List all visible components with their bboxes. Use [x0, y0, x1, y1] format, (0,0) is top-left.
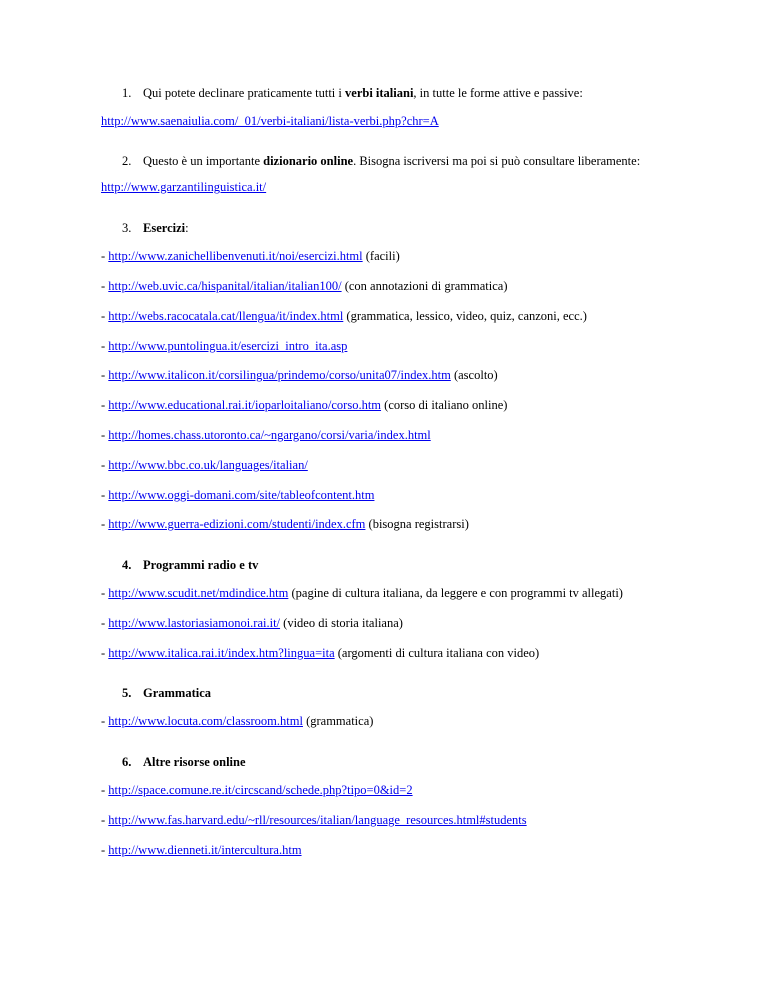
resource-link[interactable]: http://www.puntolingua.it/esercizi_intro_ita.asp: [108, 339, 348, 353]
resource-link[interactable]: http://www.italica.rai.it/index.htm?lingua=ita: [108, 646, 335, 660]
section-4-heading-text: Programmi radio e tv: [143, 558, 259, 572]
section-6-heading: [122, 754, 246, 770]
section-5-heading-text: Grammatica: [143, 686, 212, 700]
list-dash: -: [101, 616, 109, 630]
resource-link[interactable]: http://www.fas.harvard.edu/~rll/resources/italian/language_resources.html#students: [108, 813, 527, 827]
section-3-colon: :: [185, 221, 189, 235]
resource-link[interactable]: http://www.bbc.co.uk/languages/italian/: [108, 458, 308, 472]
list-item: [101, 427, 431, 443]
resource-link[interactable]: http://web.uvic.ca/hispanital/italian/italian100/: [108, 279, 342, 293]
section-3-number: 3.: [122, 221, 132, 235]
section-1-bold: verbi italiani: [345, 86, 414, 100]
link-note: (video di storia italiana): [280, 616, 403, 630]
resource-link[interactable]: http://homes.chass.utoronto.ca/~ngargano/corsi/varia/index.html: [108, 428, 431, 442]
list-dash: -: [101, 488, 109, 502]
list-dash: -: [101, 398, 109, 412]
link-note: (bisogna registrarsi): [365, 517, 469, 531]
section-1-intro: [122, 85, 583, 101]
list-item: [101, 367, 498, 383]
list-item: [101, 278, 507, 294]
list-item: [101, 645, 539, 661]
section-2-number: 2.: [122, 154, 132, 168]
section-4-number: 4.: [122, 558, 132, 572]
list-dash: -: [101, 646, 109, 660]
section-4-heading: [122, 557, 258, 573]
resource-link[interactable]: http://www.lastoriasiamonoi.rai.it/: [108, 616, 281, 630]
list-dash: -: [101, 714, 109, 728]
list-dash: -: [101, 428, 109, 442]
list-dash: -: [101, 783, 109, 797]
section-3-heading-text: Esercizi: [143, 221, 186, 235]
section-2-link[interactable]: http://www.garzantilinguistica.it/: [101, 180, 267, 194]
list-item: [101, 615, 403, 631]
link-note: (grammatica): [302, 714, 374, 728]
list-item: [101, 338, 347, 354]
section-2-bold: dizionario online: [263, 154, 354, 168]
list-item: [101, 308, 587, 324]
resource-link[interactable]: http://webs.racocatala.cat/llengua/it/index.html: [108, 309, 344, 323]
section-6-heading-text: Altre risorse online: [143, 755, 246, 769]
list-item: [101, 248, 400, 264]
list-dash: -: [101, 339, 109, 353]
list-item: [101, 457, 308, 473]
section-5-heading: [122, 685, 211, 701]
link-note: (con annotazioni di grammatica): [341, 279, 508, 293]
list-dash: -: [101, 279, 109, 293]
list-item: [101, 842, 302, 858]
list-item: [101, 397, 507, 413]
section-1-link[interactable]: http://www.saenaiulia.com/_01/verbi-italiani/lista-verbi.php?chr=A: [101, 114, 439, 128]
section-2-intro: [122, 153, 640, 169]
section-6-number: 6.: [122, 755, 132, 769]
link-note: (corso di italiano online): [381, 398, 508, 412]
list-dash: -: [101, 458, 109, 472]
section-1-number: 1.: [122, 86, 132, 100]
link-note: (pagine di cultura italiana, da leggere e con programmi tv allegati): [288, 586, 623, 600]
list-dash: -: [101, 368, 109, 382]
resource-link[interactable]: http://www.dienneti.it/intercultura.htm: [108, 843, 302, 857]
list-dash: -: [101, 843, 109, 857]
list-item: [101, 713, 373, 729]
list-item: [101, 782, 413, 798]
resource-link[interactable]: http://www.zanichellibenvenuti.it/noi/esercizi.html: [108, 249, 363, 263]
section-2-link-line: [101, 179, 266, 195]
list-dash: -: [101, 249, 109, 263]
link-note: (grammatica, lessico, video, quiz, canzoni, ecc.): [343, 309, 587, 323]
list-dash: -: [101, 586, 109, 600]
resource-link[interactable]: http://space.comune.re.it/circscand/schede.php?tipo=0&id=2: [108, 783, 413, 797]
section-5-number: 5.: [122, 686, 132, 700]
resource-link[interactable]: http://www.scudit.net/mdindice.htm: [108, 586, 289, 600]
list-dash: -: [101, 309, 109, 323]
section-2-text-before: Questo è un importante: [143, 154, 264, 168]
link-note: (facili): [362, 249, 400, 263]
section-1-text-after: , in tutte le forme attive e passive:: [413, 86, 583, 100]
list-item: [101, 585, 623, 601]
section-1-text-before: Qui potete declinare praticamente tutti i: [143, 86, 346, 100]
resource-link[interactable]: http://www.locuta.com/classroom.html: [108, 714, 303, 728]
section-1-link-line: [101, 113, 439, 129]
section-3-heading: [122, 220, 189, 236]
resource-link[interactable]: http://www.guerra-edizioni.com/studenti/index.cfm: [108, 517, 366, 531]
link-note: (argomenti di cultura italiana con video): [334, 646, 540, 660]
list-dash: -: [101, 813, 109, 827]
list-item: [101, 516, 469, 532]
link-note: (ascolto): [450, 368, 498, 382]
resource-link[interactable]: http://www.educational.rai.it/ioparloitaliano/corso.htm: [108, 398, 382, 412]
list-item: [101, 812, 527, 828]
resource-link[interactable]: http://www.oggi-domani.com/site/tableofcontent.htm: [108, 488, 375, 502]
list-dash: -: [101, 517, 109, 531]
list-item: [101, 487, 374, 503]
resource-link[interactable]: http://www.italicon.it/corsilingua/prindemo/corso/unita07/index.htm: [108, 368, 451, 382]
section-2-text-after: . Bisogna iscriversi ma poi si può consultare liberamente:: [353, 154, 641, 168]
